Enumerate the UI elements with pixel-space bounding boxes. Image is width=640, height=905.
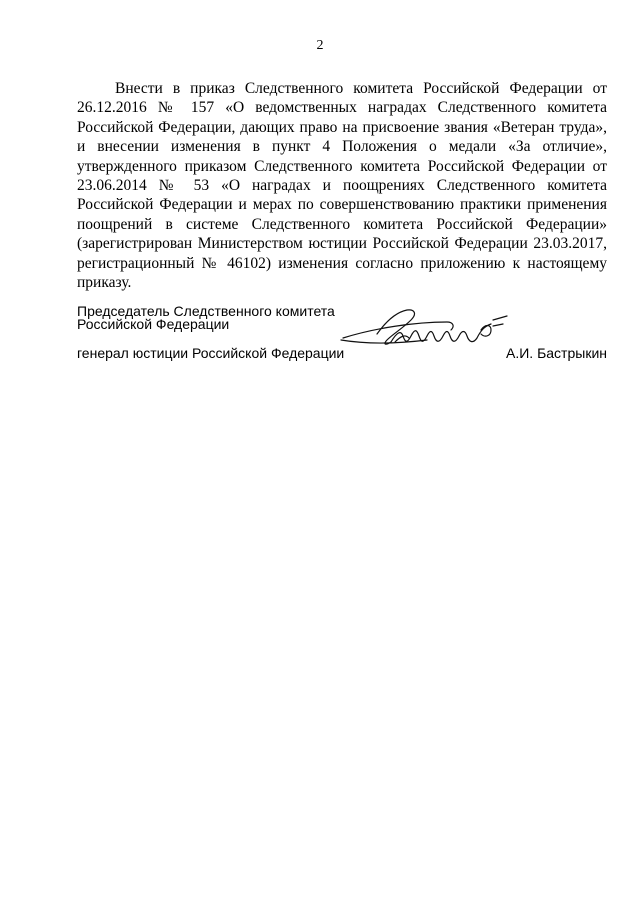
order-paragraph: Внести в приказ Следственного комитета Российской Федерации от 26.12.2016 № 157 «О ведомственных наградах Следственного комитета Российской Федерации, дающих право на присвоение звания «Ветеран труда», и внесении изменения в пункт 4 Положения о медали «За отличие», утвержденного приказом Следственного комитета Российской Федерации от 23.06.2014 № 53 «О наградах и поощрениях Следственного комитета Российской Федерации и мерах по совершенствованию практики применения поощрений в системе Следственного комитета Российской Федерации» (зарегистрирован Министерством юстиции Российской Федерации 23.03.2017, регистрационный № 46102) изменения согласно приложению к настоящему приказу. (77, 80, 607, 292)
page-number: 2 (316, 38, 324, 53)
signatory-rank: генерал юстиции Российской Федерации (77, 345, 345, 361)
signatory-position: Председатель Следственного комитета (77, 303, 335, 319)
signatory-name: А.И. Бастрыкин (506, 345, 607, 361)
signatory-organization: Российской Федерации (77, 316, 230, 332)
handwritten-signature (335, 300, 525, 360)
